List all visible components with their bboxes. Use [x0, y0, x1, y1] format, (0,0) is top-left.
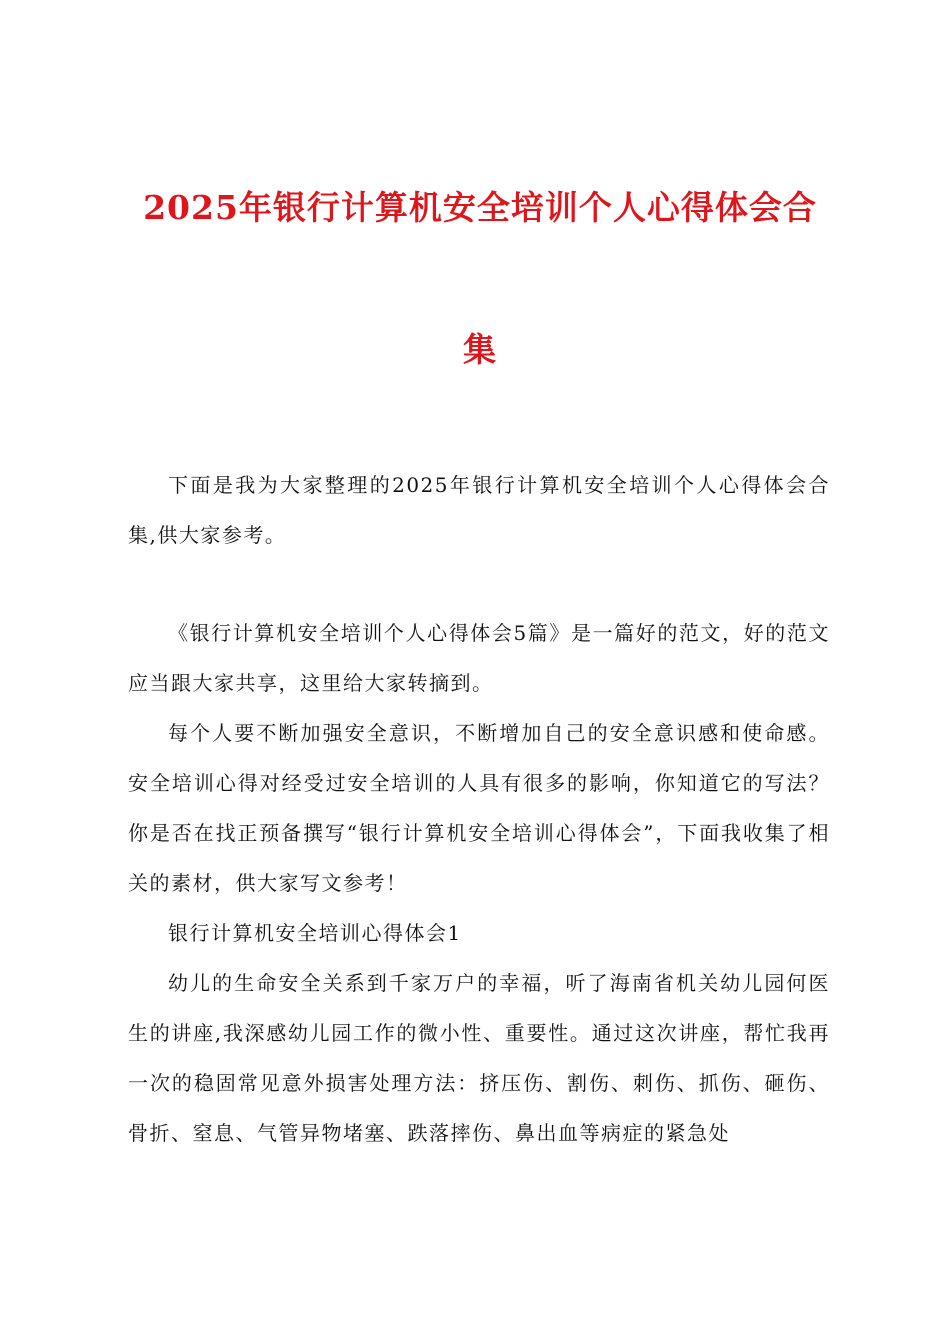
document-title-line-1: 2025年银行计算机安全培训个人心得体会合: [143, 188, 817, 227]
paragraph-2: 每个人要不断加强安全意识，不断增加自己的安全意识感和使命感。安全培训心得对经受过安全培训的人具有很多的影响，你知道它的写法？你是否在找正预备撰写“银行计算机安全培训心得体会”，下面我收集了相关的素材，供大家写文参考！: [128, 721, 830, 895]
body-section: [128, 608, 830, 1158]
paragraph-3: 幼儿的生命安全关系到千家万户的幸福，听了海南省机关幼儿园何医生的讲座,我深感幼儿园工作的微小性、重要性。通过这次讲座，帮忙我再一次的稳固常见意外损害处理方法：挤压伤、割伤、刺伤、抓伤、砸伤、骨折、窒息、气管异物堵塞、跌落摔伤、鼻出血等病症的紧急处: [128, 971, 830, 1145]
document-title-line-2: 集: [463, 330, 497, 369]
section-heading: 银行计算机安全培训心得体会1: [168, 921, 462, 945]
intro-paragraph: 下面是我为大家整理的2025年银行计算机安全培训个人心得体会合集,供大家参考。: [128, 473, 830, 547]
paragraph-1: 《银行计算机安全培训个人心得体会5篇》是一篇好的范文，好的范文应当跟大家共享，这里给大家转摘到。: [128, 621, 830, 695]
intro-section: [128, 460, 830, 560]
